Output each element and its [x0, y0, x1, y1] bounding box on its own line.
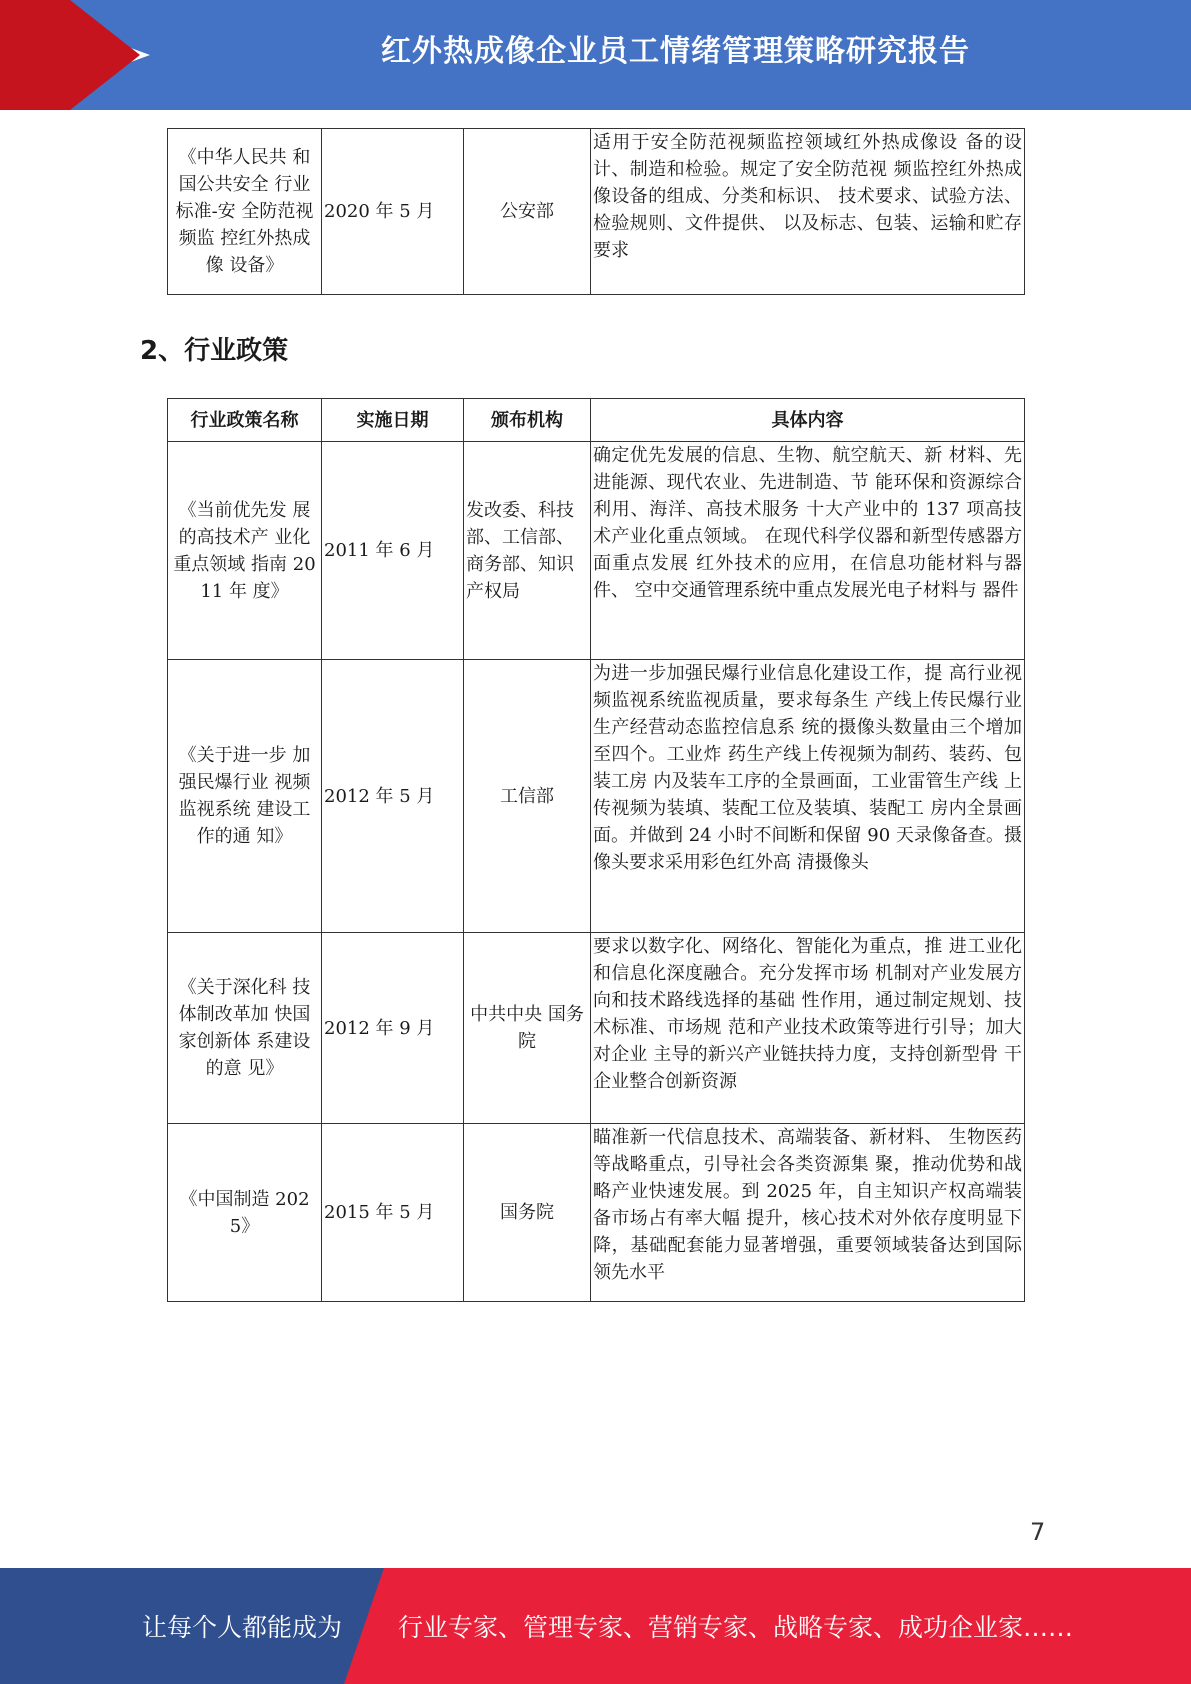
table-row: [168, 1124, 1025, 1302]
report-header: [0, 0, 1191, 110]
policy-name-cell: 《当前优先发 展的高技术产 业化重点领域 指南 2011 年 度》: [168, 442, 322, 660]
policy-org-cell: 工信部: [464, 660, 591, 933]
column-header-date: 实施日期: [322, 399, 464, 442]
policy-date-cell: 2012 年 9 月: [322, 933, 464, 1124]
policy-table: [167, 398, 1025, 1302]
column-header-name: 行业政策名称: [168, 399, 322, 442]
table-header-row: [168, 399, 1025, 442]
policy-org-cell: 国务院: [464, 1124, 591, 1302]
column-header-content: 具体内容: [591, 399, 1025, 442]
table-row: [168, 442, 1025, 660]
policy-content-cell: 确定优先发展的信息、生物、航空航天、新 材料、先进能源、现代农业、先进制造、节 能环保和资源综合利用、海洋、高技术服务 十大产业中的 137 项高技术产业化重点领域。 在现代科学仪器和新型传感器方面重点发展 红外技术的应用，在信息功能材料与器件、 空中交通管理系统中重点发展光电子材料与 器件: [591, 442, 1025, 660]
table-row: [168, 933, 1025, 1124]
policy-content-cell: 为进一步加强民爆行业信息化建设工作，提 高行业视频监视系统监视质量，要求每条生 产线上传民爆行业生产经营动态监控信息系 统的摄像头数量由三个增加至四个。工业炸 药生产线上传视频为制药、装药、包装工房 内及装车工序的全景画面，工业雷管生产线 上传视频为装填、装配工位及装填、装配工 房内全景画面。并做到 24 小时不间断和保留 90 天录像备查。摄像头要求采用彩色红外高 清摄像头: [591, 660, 1025, 933]
policy-name-cell: 《中国制造 2025》: [168, 1124, 322, 1302]
policy-date-cell: 2012 年 5 月: [322, 660, 464, 933]
report-title: 红外热成像企业员工情绪管理策略研究报告: [381, 34, 970, 69]
policy-date-cell: 2015 年 5 月: [322, 1124, 464, 1302]
standard-org-cell: 公安部: [464, 129, 591, 295]
standard-date-cell: 2020 年 5 月: [322, 129, 464, 295]
report-footer: [0, 1568, 1191, 1684]
header-red-arrow: [70, 0, 140, 110]
header-red-block: [0, 0, 70, 110]
footer-slogan-left: 让每个人都能成为: [142, 1613, 343, 1642]
policy-content-cell: 瞄准新一代信息技术、高端装备、新材料、 生物医药等战略重点，引导社会各类资源集 聚，推动优势和战略产业快速发展。到 2025 年，自主知识产权高端装备市场占有率大幅 提升，核心技术对外依存度明显下降，基础配套能力显著增强，重要领域装备达到国际 领先水平: [591, 1124, 1025, 1302]
table-row: [168, 129, 1025, 295]
column-header-org: 颁布机构: [464, 399, 591, 442]
footer-slogan-right: 行业专家、管理专家、营销专家、战略专家、成功企业家……: [398, 1613, 1074, 1642]
policy-content-cell: 要求以数字化、网络化、智能化为重点，推 进工业化和信息化深度融合。充分发挥市场 机制对产业发展方向和技术路线选择的基础 性作用，通过制定规划、技术标准、市场规 范和产业技术政策等进行引导；加大对企业 主导的新兴产业链扶持力度，支持创新型骨 干企业整合创新资源: [591, 933, 1025, 1124]
policy-org-cell: 发改委、科技部、工信部、商务部、知识产权局: [464, 442, 591, 660]
standard-name-cell: 《中华人民共 和国公共安全 行业标准-安 全防范视频监 控红外热成像 设备》: [168, 129, 322, 295]
standards-table: [167, 128, 1025, 295]
standard-content-cell: 适用于安全防范视频监控领域红外热成像设 备的设计、制造和检验。规定了安全防范视 频监控红外热成像设备的组成、分类和标识、 技术要求、试验方法、检验规则、文件提供、 以及标志、包装、运输和贮存要求: [591, 129, 1025, 295]
table-row: [168, 660, 1025, 933]
page-number: 7: [1030, 1518, 1046, 1546]
policy-org-cell: 中共中央 国务院: [464, 933, 591, 1124]
section-heading: 2、行业政策: [140, 336, 289, 366]
policy-name-cell: 《关于深化科 技体制改革加 快国家创新体 系建设的意 见》: [168, 933, 322, 1124]
policy-date-cell: 2011 年 6 月: [322, 442, 464, 660]
policy-name-cell: 《关于进一步 加强民爆行业 视频监视系统 建设工作的通 知》: [168, 660, 322, 933]
